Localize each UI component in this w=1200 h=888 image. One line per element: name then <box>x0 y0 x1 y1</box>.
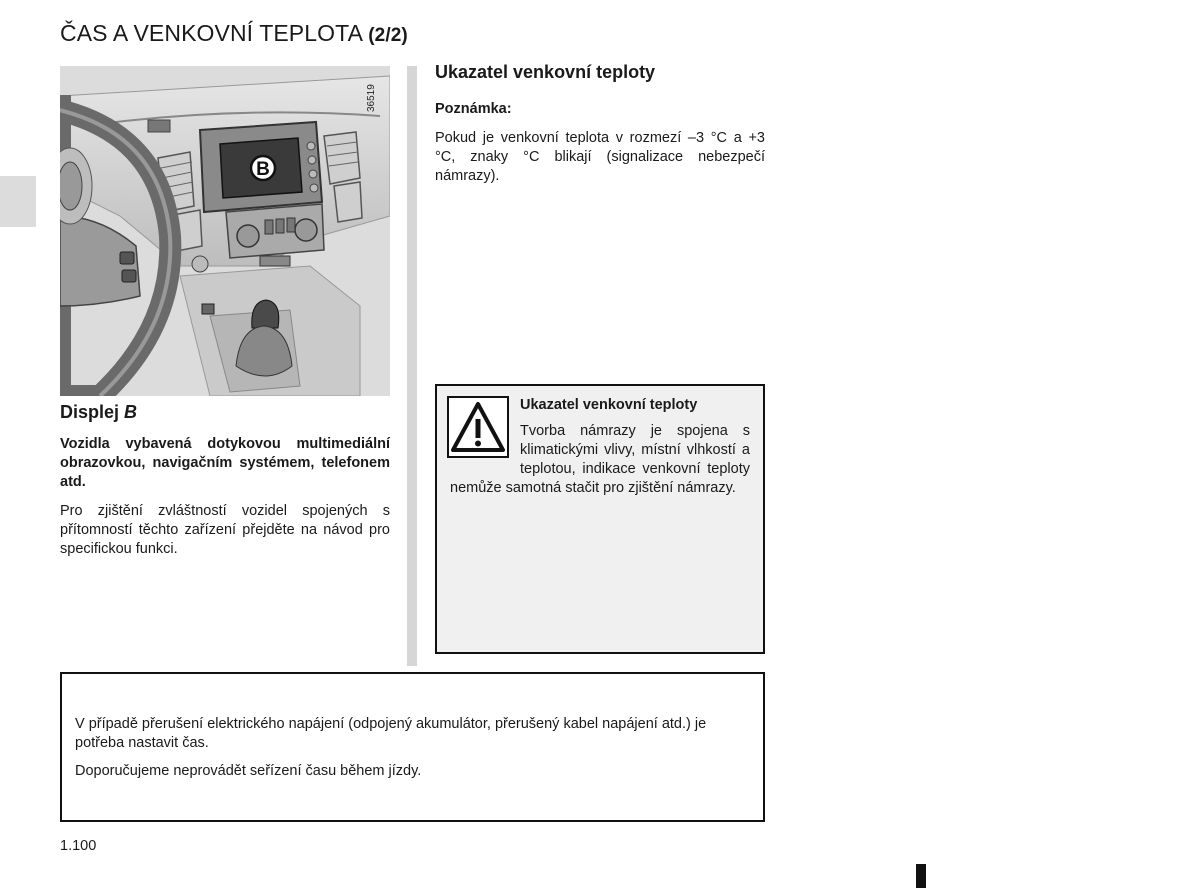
dashboard-illustration <box>60 66 390 396</box>
page-title <box>60 20 408 47</box>
display-heading <box>60 402 390 423</box>
info-paragraph-2: Doporučujeme neprovádět seřízení času během jízdy. <box>75 763 422 779</box>
info-paragraph-1: V případě přerušení elektrického napájení (odpojený akumulátor, přerušený kabel napájení atd.) je potřeba nastavit čas. <box>75 716 707 751</box>
temperature-heading: Ukazatel venkovní teploty <box>435 62 656 82</box>
display-heading-text: Displej <box>60 402 120 422</box>
callout-label: B <box>256 159 270 180</box>
warning-triangle-icon <box>447 396 509 458</box>
display-heading-label: B <box>124 402 138 422</box>
page-number: 1.100 <box>60 838 97 854</box>
column-divider <box>407 66 417 666</box>
warning-box <box>435 384 765 654</box>
info-box <box>60 672 765 822</box>
display-section <box>60 402 390 559</box>
page-title-part: (2/2) <box>368 25 408 46</box>
note-label: Poznámka: <box>435 101 512 117</box>
note-text: Pokud je venkovní teplota v rozmezí –3 °C a +3 °C, znaky °C blikají (signalizace nebezpečí námrazy). <box>435 130 765 184</box>
temperature-section <box>435 62 765 186</box>
page-corner-mark <box>916 864 926 888</box>
page-title-text: ČAS A VENKOVNÍ TEPLOTA <box>60 20 362 46</box>
display-text: Pro zjištění zvláštností vozidel spojených s přítomností těchto zařízení přejděte na návod pro specifickou funkci. <box>60 503 390 557</box>
section-tab <box>0 176 36 227</box>
display-bold-text: Vozidla vybavená dotykovou multimediální obrazovkou, navigačním systémem, telefonem atd. <box>60 436 390 490</box>
warning-title: Ukazatel venkovní teploty <box>520 397 698 413</box>
warning-text: Tvorba námrazy je spojena s klimatickými vlivy, místní vlhkostí a teplotou, indikace venkovní teploty nemůže samotná stačit pro zjištění námrazy. <box>450 423 750 496</box>
illustration-reference-number: 36519 <box>366 84 377 112</box>
